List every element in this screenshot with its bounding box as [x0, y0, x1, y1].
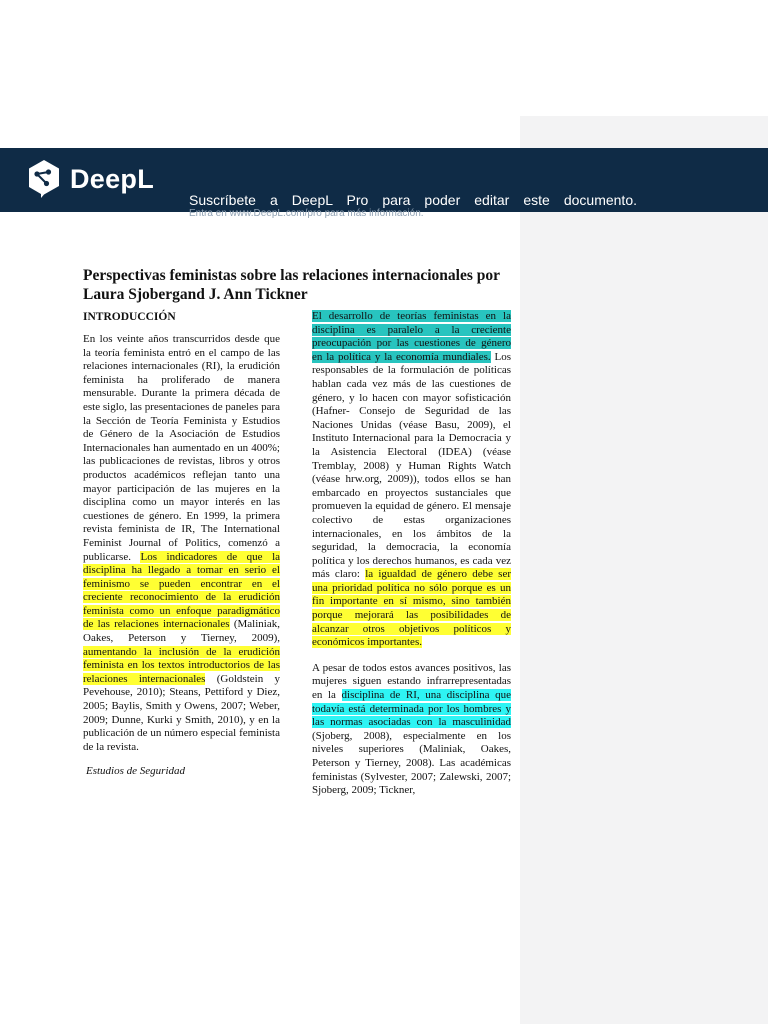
text-run: En los veinte años transcurridos desde que la teoría feminista entró en el campo de las relaciones internacionales (RI), la erudición feminista ha proliferado de manera mensurable. Durante la primera década de este siglo, las presentaciones de paneles para la Sección de Teoría Feminista y Estudios de Género de la Asociación de Estudios Internacionales han aumentado en un 400%; las publicaciones de revistas, libros y otros productos académicos reflejan tanto una mayor participación de las mujeres en la disciplina como un mayor interés en las cuestiones de género. En 1999, la primera revista feminista de IR, The International Feminist Journal of Politics, comenzó a publicarse.: [83, 333, 281, 563]
text-run: (Sjoberg, 2008), especialmente en los niveles superiores (Maliniak, Oakes, Peterson y Tierney, 2008). Las académicas feministas (Sylvester, 2007; Zalewski, 2007; Sjoberg, 2009; Tickner,: [312, 729, 511, 797]
highlighted-text: la igualdad de género debe ser una prioridad política no sólo porque es un fin importante en sí mismo, sino también porque mejorará las posibilidades de alcanzar otros objetivos políticos y económicos importantes.: [312, 568, 512, 649]
paragraph: [312, 662, 511, 798]
text-run: A pesar de todos estos avances positivos, las mujeres siguen estando infrarrepresentadas en la: [312, 661, 511, 702]
subsection-heading: Estudios de Seguridad: [86, 765, 185, 778]
highlighted-text: aumentando la inclusión de la erudición feminista en los textos introductorios de las relaciones internacionales: [83, 645, 280, 685]
promo-text[interactable]: Suscríbete a DeepL Pro para poder editar este documento.: [189, 192, 637, 208]
deepl-logo-text: DeepL: [70, 163, 155, 194]
deepl-logo-icon: [26, 159, 62, 199]
text-run: Los responsables de la formulación de políticas hablan cada vez más de las cuestiones de género, y lo hacen con mayor sofisticación (Hafner- Consejo de Seguridad de las Naciones Unidas (véase Basu, 2009), el Instituto Internacional para la Democracia y la Asistencia Electoral (IDEA) (véase Tremblay, 2008) y Human Rights Watch (véase hrw.org, 2009)), todos ellos se han embarcado en proyectos sustanciales que promueven la equidad de género. El mensaje colectivo de estas organizaciones internacionales, en los ámbitos de la seguridad, la democracia, la economía política y los derechos humanos, es cada vez más claro:: [312, 350, 511, 581]
highlighted-text: disciplina de RI, una disciplina que todavía está determinada por los hombres y las normas asociadas con la masculinidad: [312, 689, 511, 729]
deepl-banner[interactable]: [0, 148, 768, 219]
text-run: (Goldstein y Pevehouse, 2010); Steans, Pettiford y Diez, 2005; Baylis, Smith y Owens, 2007; Weber, 2009; Dunne, Kurki y Smith, 2010), y en la publicación de un número especial feminista de la revista.: [83, 672, 280, 753]
sidebar-panel: [520, 116, 768, 1024]
right-column: [312, 310, 511, 798]
paragraph: [312, 310, 511, 650]
text-run: (Maliniak, Oakes, Peterson y Tierney, 2009),: [83, 618, 280, 645]
document-title: Perspectivas feministas sobre las relaciones internacionales por Laura Sjobergand J. Ann Tickner: [83, 267, 500, 303]
highlighted-text: Los indicadores de que la disciplina ha llegado a tomar en serio el feminismo se pueden encontrar en el creciente reconocimiento de la erudición feminista como un enfoque paradigmático de las relaciones internacionales: [83, 550, 281, 631]
deepl-logo[interactable]: [26, 159, 154, 199]
section-heading: INTRODUCCIÓN: [83, 311, 176, 323]
promo-subtext[interactable]: Entra en www.DeepL.com/pro para más información.: [189, 208, 424, 219]
left-column: [83, 310, 280, 778]
paragraph: [83, 333, 280, 754]
highlighted-text: El desarrollo de teorías feministas en la disciplina es paralelo a la creciente preocupación por las cuestiones de género en la política y la economía mundiales.: [312, 310, 511, 363]
